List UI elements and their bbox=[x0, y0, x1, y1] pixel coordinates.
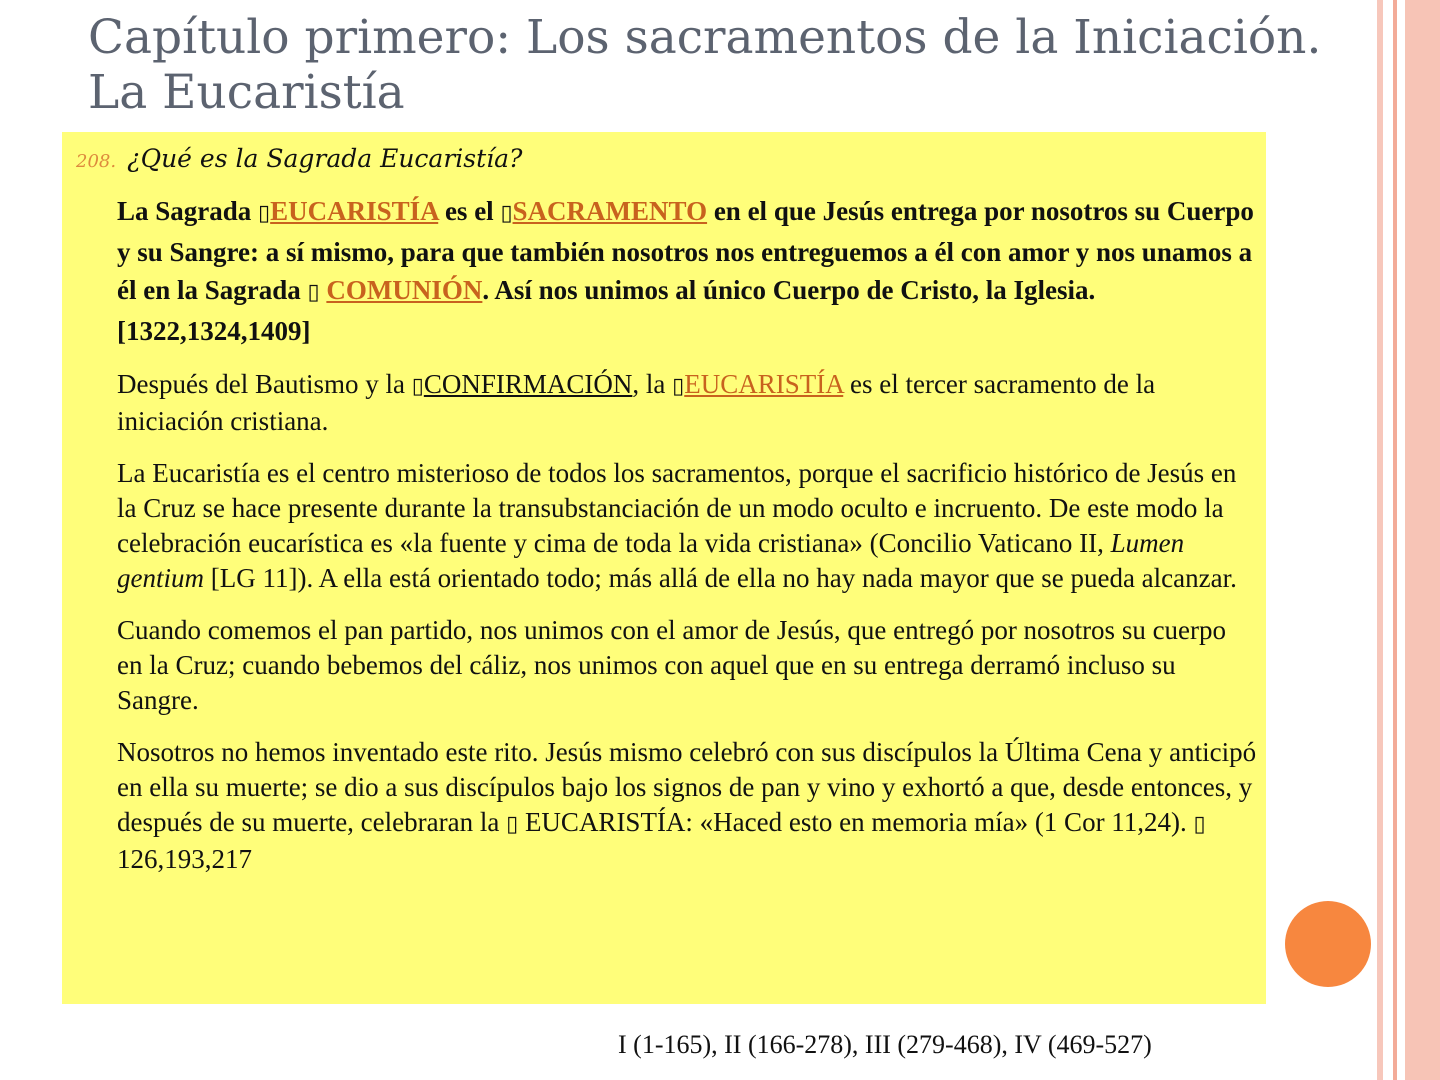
explanation-paragraph bbox=[117, 456, 1257, 596]
cross-reference-numbers: 126,193,217 bbox=[117, 844, 252, 874]
answer-text: es el bbox=[438, 196, 501, 226]
decorative-edge-stripe bbox=[1393, 0, 1397, 1080]
decorative-edge-stripe bbox=[1377, 0, 1383, 1080]
paragraph-text: es el tercer sacramento de la iniciación cristiana. bbox=[117, 369, 1156, 436]
missing-glyph-icon: ▯ bbox=[411, 374, 424, 399]
answer-text: La Sagrada bbox=[117, 196, 259, 226]
paragraph-text: [LG 11]). A ella está orientado todo; más allá de ella no hay nada mayor que se pueda alcanzar. bbox=[204, 563, 1237, 593]
comunion-link[interactable]: COMUNIÓN bbox=[326, 275, 483, 305]
paragraph-text: , la bbox=[632, 369, 673, 399]
slide-title-line-1: Capítulo primero: Los sacramentos de la Iniciación. bbox=[88, 10, 1322, 65]
paragraph-text: La Eucaristía es el centro misterioso de todos los sacramentos, porque el sacrificio histórico de Jesús en la Cruz se hace presente durante la transubstanciación de un modo oculto e incruento. De este modo la celebración eucarística es «la fuente y cima de toda la vida cristiana» (Concilio Vaticano II, bbox=[117, 458, 1237, 558]
question-row bbox=[76, 144, 522, 173]
answer-text: . Así nos unimos al único Cuerpo de Cristo, la Iglesia. [1322,1324,1409] bbox=[117, 275, 1096, 346]
eucaristia-link[interactable]: EUCARISTÍA bbox=[270, 196, 439, 226]
eucaristia-link-2[interactable]: EUCARISTÍA bbox=[684, 369, 844, 399]
explanation-paragraph: Cuando comemos el pan partido, nos unimos con el amor de Jesús, que entregó por nosotros su cuerpo en la Cruz; cuando bebemos del cáliz, nos unimos con aquel que en su entrega derramó incluso su Sangre. bbox=[117, 615, 1227, 715]
paragraph-text: Después del Bautismo y la bbox=[117, 369, 412, 399]
explanation-paragraph bbox=[117, 735, 1257, 877]
answer-body bbox=[117, 192, 1257, 894]
part-ranges-footer: I (1-165), II (166-278), III (279-468), IV (469-527) bbox=[618, 1030, 1152, 1059]
question-text: ¿Qué es la Sagrada Eucaristía? bbox=[127, 144, 523, 173]
answer-text: en el que Jesús entrega por nosotros su Cuerpo y su Sangre: a sí mismo, para que también nosotros nos entreguemos a él con amor y nos unamos a él en la Sagrada bbox=[117, 196, 1254, 305]
decorative-edge-band bbox=[1405, 0, 1440, 1080]
explanation-paragraph bbox=[117, 367, 1257, 439]
orange-circle-decoration bbox=[1285, 901, 1371, 987]
missing-glyph-icon: ▯ bbox=[672, 374, 685, 399]
question-number: 208. bbox=[76, 151, 117, 172]
missing-glyph-icon: ▯ bbox=[500, 201, 513, 226]
content-panel bbox=[62, 132, 1266, 1004]
sacramento-link[interactable]: SACRAMENTO bbox=[512, 196, 708, 226]
answer-paragraph bbox=[117, 192, 1257, 350]
confirmacion-link[interactable]: CONFIRMACIÓN bbox=[423, 369, 633, 399]
missing-glyph-icon: ▯ bbox=[1193, 812, 1206, 837]
missing-glyph-icon: ▯ bbox=[506, 812, 519, 837]
paragraph-text: EUCARISTÍA: «Haced esto en memoria mía» (1 Cor 11,24). bbox=[524, 807, 1194, 837]
lumen-gentium-title: Lumen gentium bbox=[117, 528, 1185, 593]
missing-glyph-icon: ▯ bbox=[258, 201, 271, 226]
slide-title bbox=[88, 10, 1338, 120]
paragraph-text: Nosotros no hemos inventado este rito. Jesús mismo celebró con sus discípulos la Última Cena y anticipó en ella su muerte; se dio a sus discípulos bajo los signos de pan y vino y exhortó a que, desde entonces, y después de su muerte, celebraran la bbox=[117, 737, 1257, 837]
slide-title-line-2: La Eucaristía bbox=[88, 65, 405, 120]
missing-glyph-icon: ▯ bbox=[307, 280, 320, 305]
